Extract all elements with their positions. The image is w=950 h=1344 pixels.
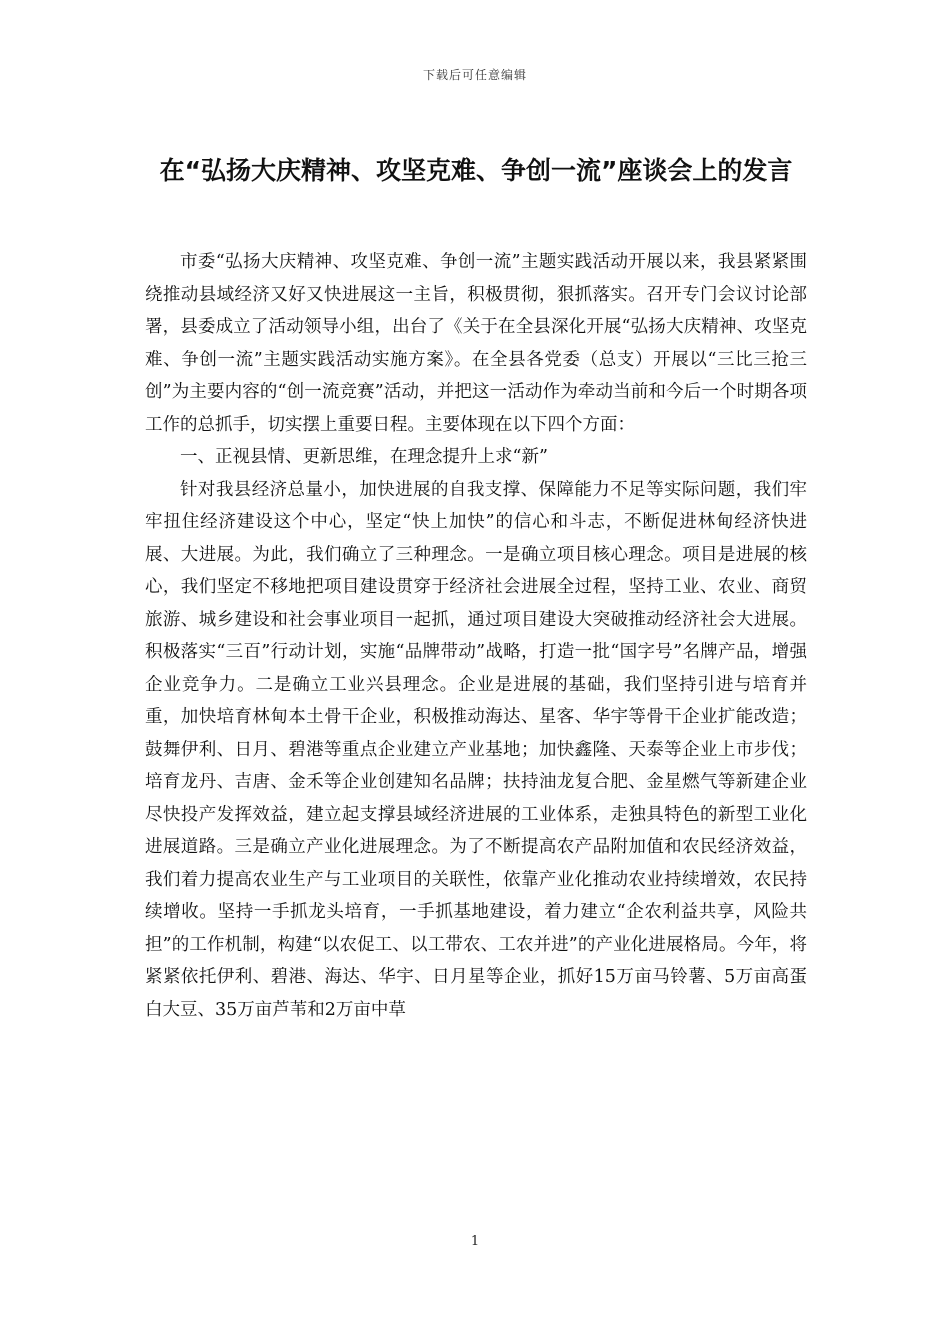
paragraph-intro: 市委“弘扬大庆精神、攻坚克难、争创一流”主题实践活动开展以来，我县紧紧围绕推动县域经济又好又快进展这一主旨，积极贯彻，狠抓落实。召开专门会议讨论部署，县委成立了活动领导小组，出台了《关于在全县深化开展“弘扬大庆精神、攻坚克难、争创一流”主题实践活动实施方案》。在全县各党委（总支）开展以“三比三抢三创”为主要内容的“创一流竞赛”活动，并把这一活动作为牵动当前和今后一个时期各项工作的总抓手，切实摆上重要日程。主要体现在以下四个方面： <box>145 252 807 435</box>
paragraph-section-1: 针对我县经济总量小，加快进展的自我支撑、保障能力不足等实际问题，我们牢牢扭住经济建设这个中心，坚定“快上加快”的信心和斗志，不断促进林甸经济快进展、大进展。为此，我们确立了三种理念。一是确立项目核心理念。项目是进展的核心，我们坚定不移地把项目建设贯穿于经济社会进展全过程，坚持工业、农业、商贸旅游、城乡建设和社会事业项目一起抓，通过项目建设大突破推动经济社会大进展。积极落实“三百”行动计划，实施“品牌带动”战略，打造一批“国字号”名牌产品，增强企业竞争力。二是确立工业兴县理念。企业是进展的基础，我们坚持引进与培育并重，加快培育林甸本土骨干企业，积极推动海达、星客、华宇等骨干企业扩能改造；鼓舞伊利、日月、碧港等重点企业建立产业基地；加快鑫隆、天泰等企业上市步伐；培育龙丹、吉唐、金禾等企业创建知名品牌；扶持油龙复合肥、金星燃气等新建企业尽快投产发挥效益，建立起支撑县域经济进展的工业体系，走独具特色的新型工业化进展道路。三是确立产业化进展理念。为了不断提高农产品附加值和农民经济效益，我们着力提高农业生产与工业项目的关联性，依靠产业化推动农业持续增效，农民持续增收。坚持一手抓龙头培育，一手抓基地建设，着力建立“企农利益共享，风险共担”的工作机制，构建“以农促工、以工带农、工农并进”的产业化进展格局。今年，将紧紧依托伊利、碧港、海达、华宇、日月星等企业，抓好15万亩马铃薯、5万亩高蛋白大豆、35万亩芦苇和2万亩中草 <box>145 479 807 1020</box>
page-number: 1 <box>470 1234 480 1249</box>
section-heading-1: 一、正视县情、更新思维，在理念提升上求“新” <box>180 447 548 467</box>
download-editable-note: 下载后可任意编辑 <box>422 68 527 82</box>
document-body <box>145 246 807 1026</box>
document-title: 在“弘扬大庆精神、攻坚克难、争创一流”座谈会上的发言 <box>159 156 793 185</box>
